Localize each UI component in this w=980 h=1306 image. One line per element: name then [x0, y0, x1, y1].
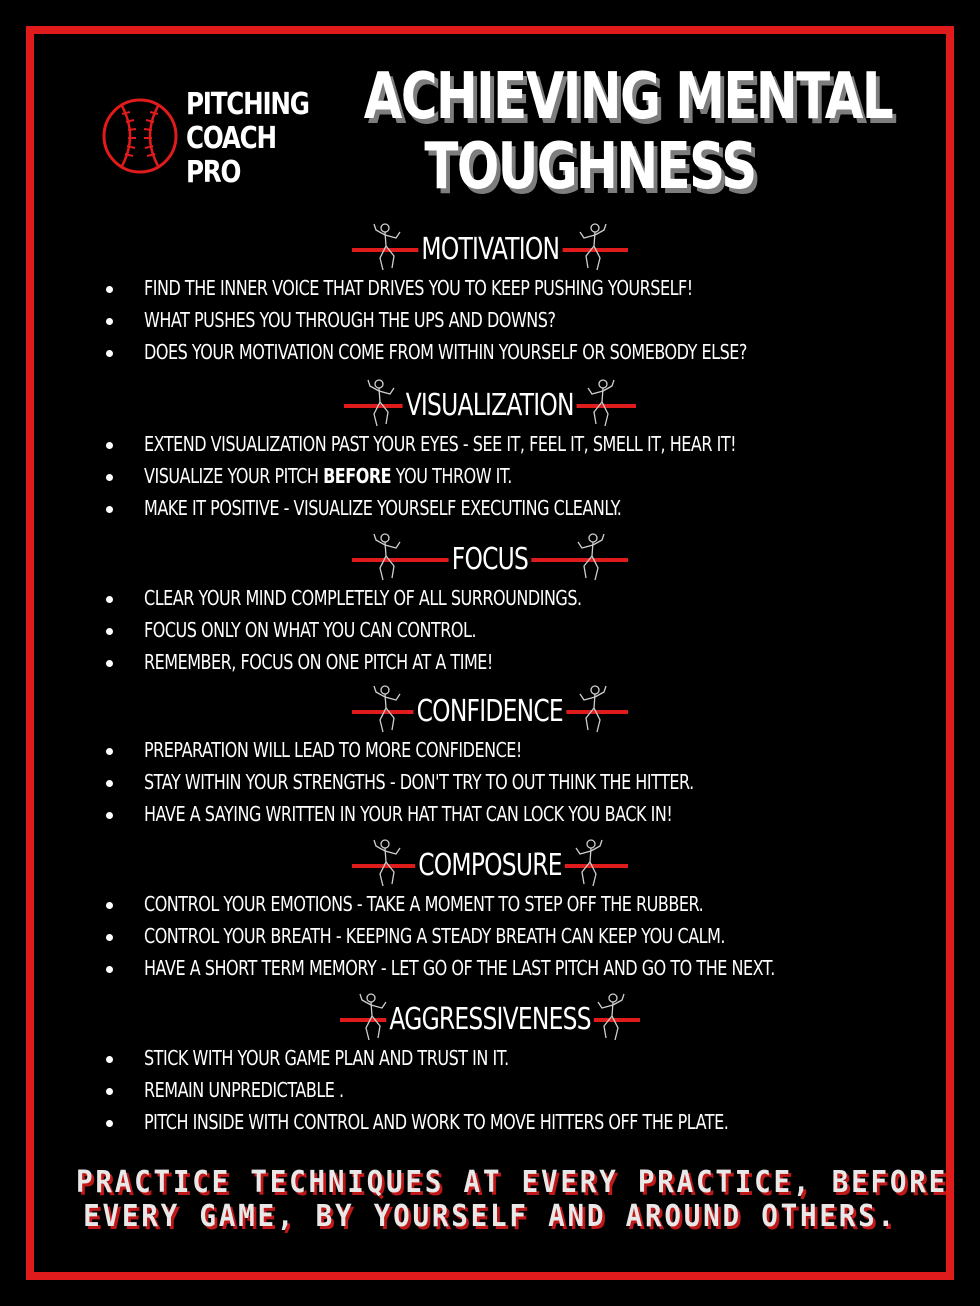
section-focus: [0, 532, 980, 678]
bullet-icon: [106, 1088, 113, 1095]
section-heading-row: [0, 222, 980, 272]
bullet-icon: [106, 934, 113, 941]
title-line-1: ACHIEVING MENTAL: [363, 60, 893, 134]
item-text: CONTROL YOUR EMOTIONS - TAKE A MOMENT TO STEP OFF THE RUBBER.: [144, 892, 704, 916]
section-heading-row: [0, 992, 980, 1042]
section-visualization: [0, 378, 980, 524]
bullet-list: [0, 734, 980, 830]
list-item: [0, 428, 980, 460]
logo-line: COACH: [186, 121, 276, 156]
bullet-icon: [106, 506, 113, 513]
section-confidence: [0, 684, 980, 830]
item-text: FIND THE INNER VOICE THAT DRIVES YOU TO KEEP PUSHING YOURSELF!: [144, 276, 693, 300]
section-heading: FOCUS: [449, 542, 532, 578]
logo-text: [186, 88, 309, 190]
section-heading: VISUALIZATION: [403, 388, 577, 424]
bullet-icon: [106, 902, 113, 909]
logo-line: PRO: [186, 155, 241, 190]
list-item: [0, 582, 980, 614]
item-text-tail: YOU THROW IT.: [391, 464, 512, 488]
item-text: PREPARATION WILL LEAD TO MORE CONFIDENCE!: [144, 738, 522, 762]
item-text: STICK WITH YOUR GAME PLAN AND TRUST IN IT.: [144, 1046, 509, 1070]
item-text: CONTROL YOUR BREATH - KEEPING A STEADY BREATH CAN KEEP YOU CALM.: [144, 924, 726, 948]
section-aggressiveness: [0, 992, 980, 1138]
item-text: EXTEND VISUALIZATION PAST YOUR EYES - SEE IT, FEEL IT, SMELL IT, HEAR IT!: [144, 432, 737, 456]
logo: [100, 88, 310, 198]
section-heading-row: [0, 532, 980, 582]
list-item: [0, 734, 980, 766]
bullet-icon: [106, 748, 113, 755]
bullet-list: [0, 582, 980, 678]
bullet-list: [0, 1042, 980, 1138]
title-line-2: TOUGHNESS: [424, 130, 756, 204]
bullet-icon: [106, 286, 113, 293]
item-text: REMEMBER, FOCUS ON ONE PITCH AT A TIME!: [144, 650, 493, 674]
bullet-icon: [106, 474, 113, 481]
section-heading: COMPOSURE: [415, 848, 565, 884]
section-heading-row: [0, 684, 980, 734]
list-item: [0, 614, 980, 646]
list-item: [0, 336, 980, 368]
section-heading-row: [0, 378, 980, 428]
emphasis-text: BEFORE: [323, 464, 392, 488]
bullet-icon: [106, 318, 113, 325]
item-text: HAVE A SAYING WRITTEN IN YOUR HAT THAT CAN LOCK YOU BACK IN!: [144, 802, 673, 826]
list-item: [0, 1042, 980, 1074]
logo-line: PITCHING: [186, 87, 309, 122]
bullet-list: [0, 888, 980, 984]
baseball-icon: [100, 96, 180, 176]
list-item: [0, 304, 980, 336]
bullet-icon: [106, 660, 113, 667]
item-text: FOCUS ONLY ON WHAT YOU CAN CONTROL.: [144, 618, 477, 642]
item-text: VISUALIZE YOUR PITCH: [144, 464, 324, 488]
bullet-list: [0, 272, 980, 368]
list-item: [0, 766, 980, 798]
section-composure: [0, 838, 980, 984]
bullet-icon: [106, 628, 113, 635]
item-text: REMAIN UNPREDICTABLE .: [144, 1078, 344, 1102]
page-title: [300, 60, 893, 204]
list-item: [0, 920, 980, 952]
footer-line-1: PRACTICE TECHNIQUES AT EVERY PRACTICE, BEFORE: [76, 1165, 948, 1200]
list-item: [0, 492, 980, 524]
section-heading: AGGRESSIVENESS: [386, 1002, 594, 1038]
bullet-list: [0, 428, 980, 524]
bullet-icon: [106, 1120, 113, 1127]
section-heading: CONFIDENCE: [414, 694, 567, 730]
bullet-icon: [106, 596, 113, 603]
list-item: [0, 952, 980, 984]
item-text: STAY WITHIN YOUR STRENGTHS - DON'T TRY TO OUT THINK THE HITTER.: [144, 770, 694, 794]
bullet-icon: [106, 966, 113, 973]
item-text: DOES YOUR MOTIVATION COME FROM WITHIN YOURSELF OR SOMEBODY ELSE?: [144, 340, 747, 364]
bullet-icon: [106, 812, 113, 819]
section-heading: MOTIVATION: [418, 232, 562, 268]
section-motivation: [0, 222, 980, 368]
item-text: WHAT PUSHES YOU THROUGH THE UPS AND DOWNS?: [144, 308, 556, 332]
item-text: HAVE A SHORT TERM MEMORY - LET GO OF THE LAST PITCH AND GO TO THE NEXT.: [144, 956, 775, 980]
item-text: CLEAR YOUR MIND COMPLETELY OF ALL SURROUNDINGS.: [144, 586, 582, 610]
list-item: [0, 1106, 980, 1138]
list-item: [0, 272, 980, 304]
list-item: [0, 1074, 980, 1106]
bullet-icon: [106, 1056, 113, 1063]
bullet-icon: [106, 350, 113, 357]
footer-line-2: EVERY GAME, BY YOURSELF AND AROUND OTHERS.: [83, 1199, 897, 1234]
bullet-icon: [106, 780, 113, 787]
bullet-icon: [106, 442, 113, 449]
list-item: [0, 460, 980, 492]
section-heading-row: [0, 838, 980, 888]
item-text: PITCH INSIDE WITH CONTROL AND WORK TO MOVE HITTERS OFF THE PLATE.: [144, 1110, 729, 1134]
list-item: [0, 646, 980, 678]
list-item: [0, 798, 980, 830]
item-text: MAKE IT POSITIVE - VISUALIZE YOURSELF EXECUTING CLEANLY.: [144, 496, 622, 520]
list-item: [0, 888, 980, 920]
footer-callout: [40, 1165, 948, 1234]
